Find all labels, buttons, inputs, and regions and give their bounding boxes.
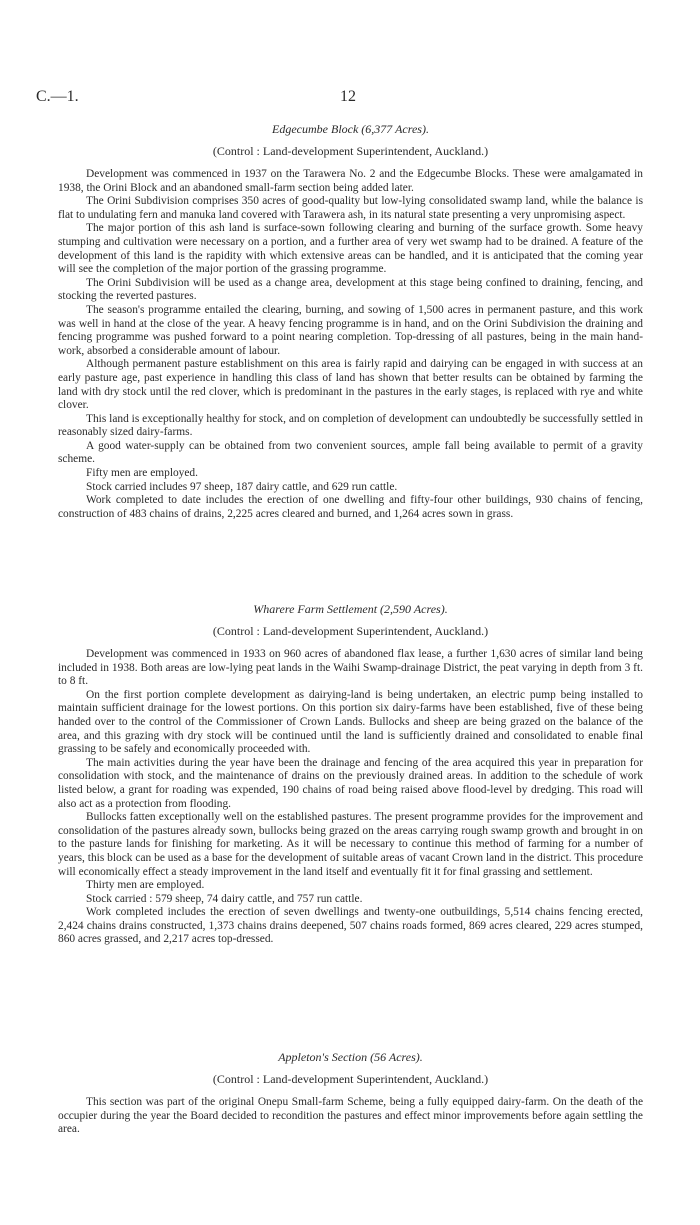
- paragraph: Development was commenced in 1937 on the Tarawera No. 2 and the Edgecumbe Blocks. These were amalgamated in 1938, the Orini Block and an abandoned small-farm section being added later.: [58, 168, 643, 194]
- section-control: (Control : Land-development Superintendent, Auckland.): [212, 624, 489, 638]
- paragraph: Development was commenced in 1933 on 960 acres of abandoned flax lease, a further 1,630 acres of similar land being included in 1938. Both areas are low-lying peat lands in the Waihi Swamp-drainage District, the peat varying in depth from 3 ft. to 8 ft.: [58, 648, 643, 688]
- section-title: Wharere Farm Settlement (2,590 Acres).: [253, 602, 448, 616]
- paragraph: The Orini Subdivision comprises 350 acres of good-quality but low-lying consolidated swamp land, while the balance is flat to undulating fern and manuka land covered with Tarawera ash, in its natural state presenting a very unpromising aspect.: [58, 195, 643, 221]
- paragraph: Work completed to date includes the erection of one dwelling and fifty-four other buildings, 930 chains of fencing, construction of 483 chains of drains, 2,225 acres cleared and burned, and 1,264 acres sown in grass.: [58, 494, 643, 520]
- paragraph: Thirty men are employed.: [86, 879, 205, 892]
- page-header: [36, 88, 664, 108]
- paragraph: The major portion of this ash land is surface-sown following clearing and burning of the surface growth. Some heavy stumping and cultivation were necessary on a portion, and a further area of very wet swamp had to be drained. A feature of the development of this land is the rapidity with which extensive areas can be handled, and it is anticipated that the coming year will see the completion of the major portion of the grassing programme.: [58, 222, 643, 276]
- paragraph: Fifty men are employed.: [86, 467, 198, 480]
- paragraph: Stock carried includes 97 sheep, 187 dairy cattle, and 629 run cattle.: [86, 480, 398, 493]
- paragraph: Work completed includes the erection of seven dwellings and twenty-one outbuildings, 5,514 chains fencing erected, 2,424 chains drains constructed, 1,373 chains drains deepened, 507 chains roads formed, 869 acres cleared, 229 acres stumped, 860 acres grassed, and 2,217 acres top-dressed.: [58, 906, 643, 946]
- paragraph: Stock carried : 579 sheep, 74 dairy cattle, and 757 run cattle.: [86, 892, 363, 905]
- section-title: Edgecumbe Block (6,377 Acres).: [272, 122, 429, 136]
- paragraph: Although permanent pasture establishment on this area is fairly rapid and dairying can be engaged in with success at an early pasture age, past experience in handling this class of land has shown that better results can be obtained by farming the land with dry stock until the red clover, which is predominant in the pastures in the early stages, is replaced with rye and white clover.: [58, 358, 643, 412]
- paragraph: A good water-supply can be obtained from two convenient sources, ample fall being available to permit of a gravity scheme.: [58, 439, 643, 466]
- document-reference: C.—1.: [36, 88, 79, 105]
- paragraph: This land is exceptionally healthy for stock, and on completion of development can undoubtedly be successfully settled in reasonably sized dairy-farms.: [58, 412, 643, 439]
- paragraph: The main activities during the year have been the drainage and fencing of the area acquired this year in preparation for consolidation with stock, and the maintenance of drains on the previously drained areas. In addition to the schedule of work listed below, a grant for roading was expended, 190 chains of road being raised above flood-level by dredging. This road will also act as a protection from flooding.: [58, 756, 643, 810]
- paragraph: The season's programme entailed the clearing, burning, and sowing of 1,500 acres in permanent pasture, and this work was well in hand at the close of the year. A heavy fencing programme is in hand, and on the Orini Subdivision the draining and fencing programme was pushed forward to a point nearing completion. Top-dressing of all pastures, being in the main hand-work, absorbed a considerable amount of labour.: [58, 303, 643, 357]
- paragraph: Bullocks fatten exceptionally well on the established pastures. The present programme provides for the improvement and consolidation of the pastures already sown, bullocks being grazed on the areas carrying rough swamp growth and brought in on to the pasture lands for finishing for marketing. As it will be necessary to continue this method of farming for a number of years, this block can be used as a base for the development of suitable areas of vacant Crown land in the district. This procedure will economically effect a steady improvement in the land itself and eventually fit it for final grassing and settlement.: [58, 811, 643, 878]
- paragraph: The Orini Subdivision will be used as a change area, development at this stage being confined to draining, fencing, and stocking the reverted pastures.: [58, 276, 643, 303]
- page-number: 12: [340, 88, 356, 105]
- section-control: (Control : Land-development Superintendent, Auckland.): [212, 144, 489, 158]
- section-appletons-section: [58, 1050, 643, 1137]
- paragraph: This section was part of the original Onepu Small-farm Scheme, being a fully equipped dairy-farm. On the death of the occupier during the year the Board decided to recondition the pastures and effect minor improvements before again settling the area.: [58, 1096, 643, 1136]
- section-title: Appleton's Section (56 Acres).: [278, 1050, 423, 1064]
- section-wharere-farm-settlement: [58, 602, 643, 947]
- section-edgecumbe-block: [58, 122, 643, 521]
- section-control: (Control : Land-development Superintendent, Auckland.): [212, 1072, 489, 1086]
- paragraph: On the first portion complete development as dairying-land is being undertaken, an electric pump being installed to maintain sufficient drainage for the lowest portions. On this portion six dairy-farms have been established, five of these being handed over to the control of the Commissioner of Crown Lands. Bullocks and sheep are being grazed on the balance of the area, and this grazing with dry stock will be continued until the land is sufficiently drained and consolidated to enable final grassing to be safely and economically proceeded with.: [58, 688, 643, 756]
